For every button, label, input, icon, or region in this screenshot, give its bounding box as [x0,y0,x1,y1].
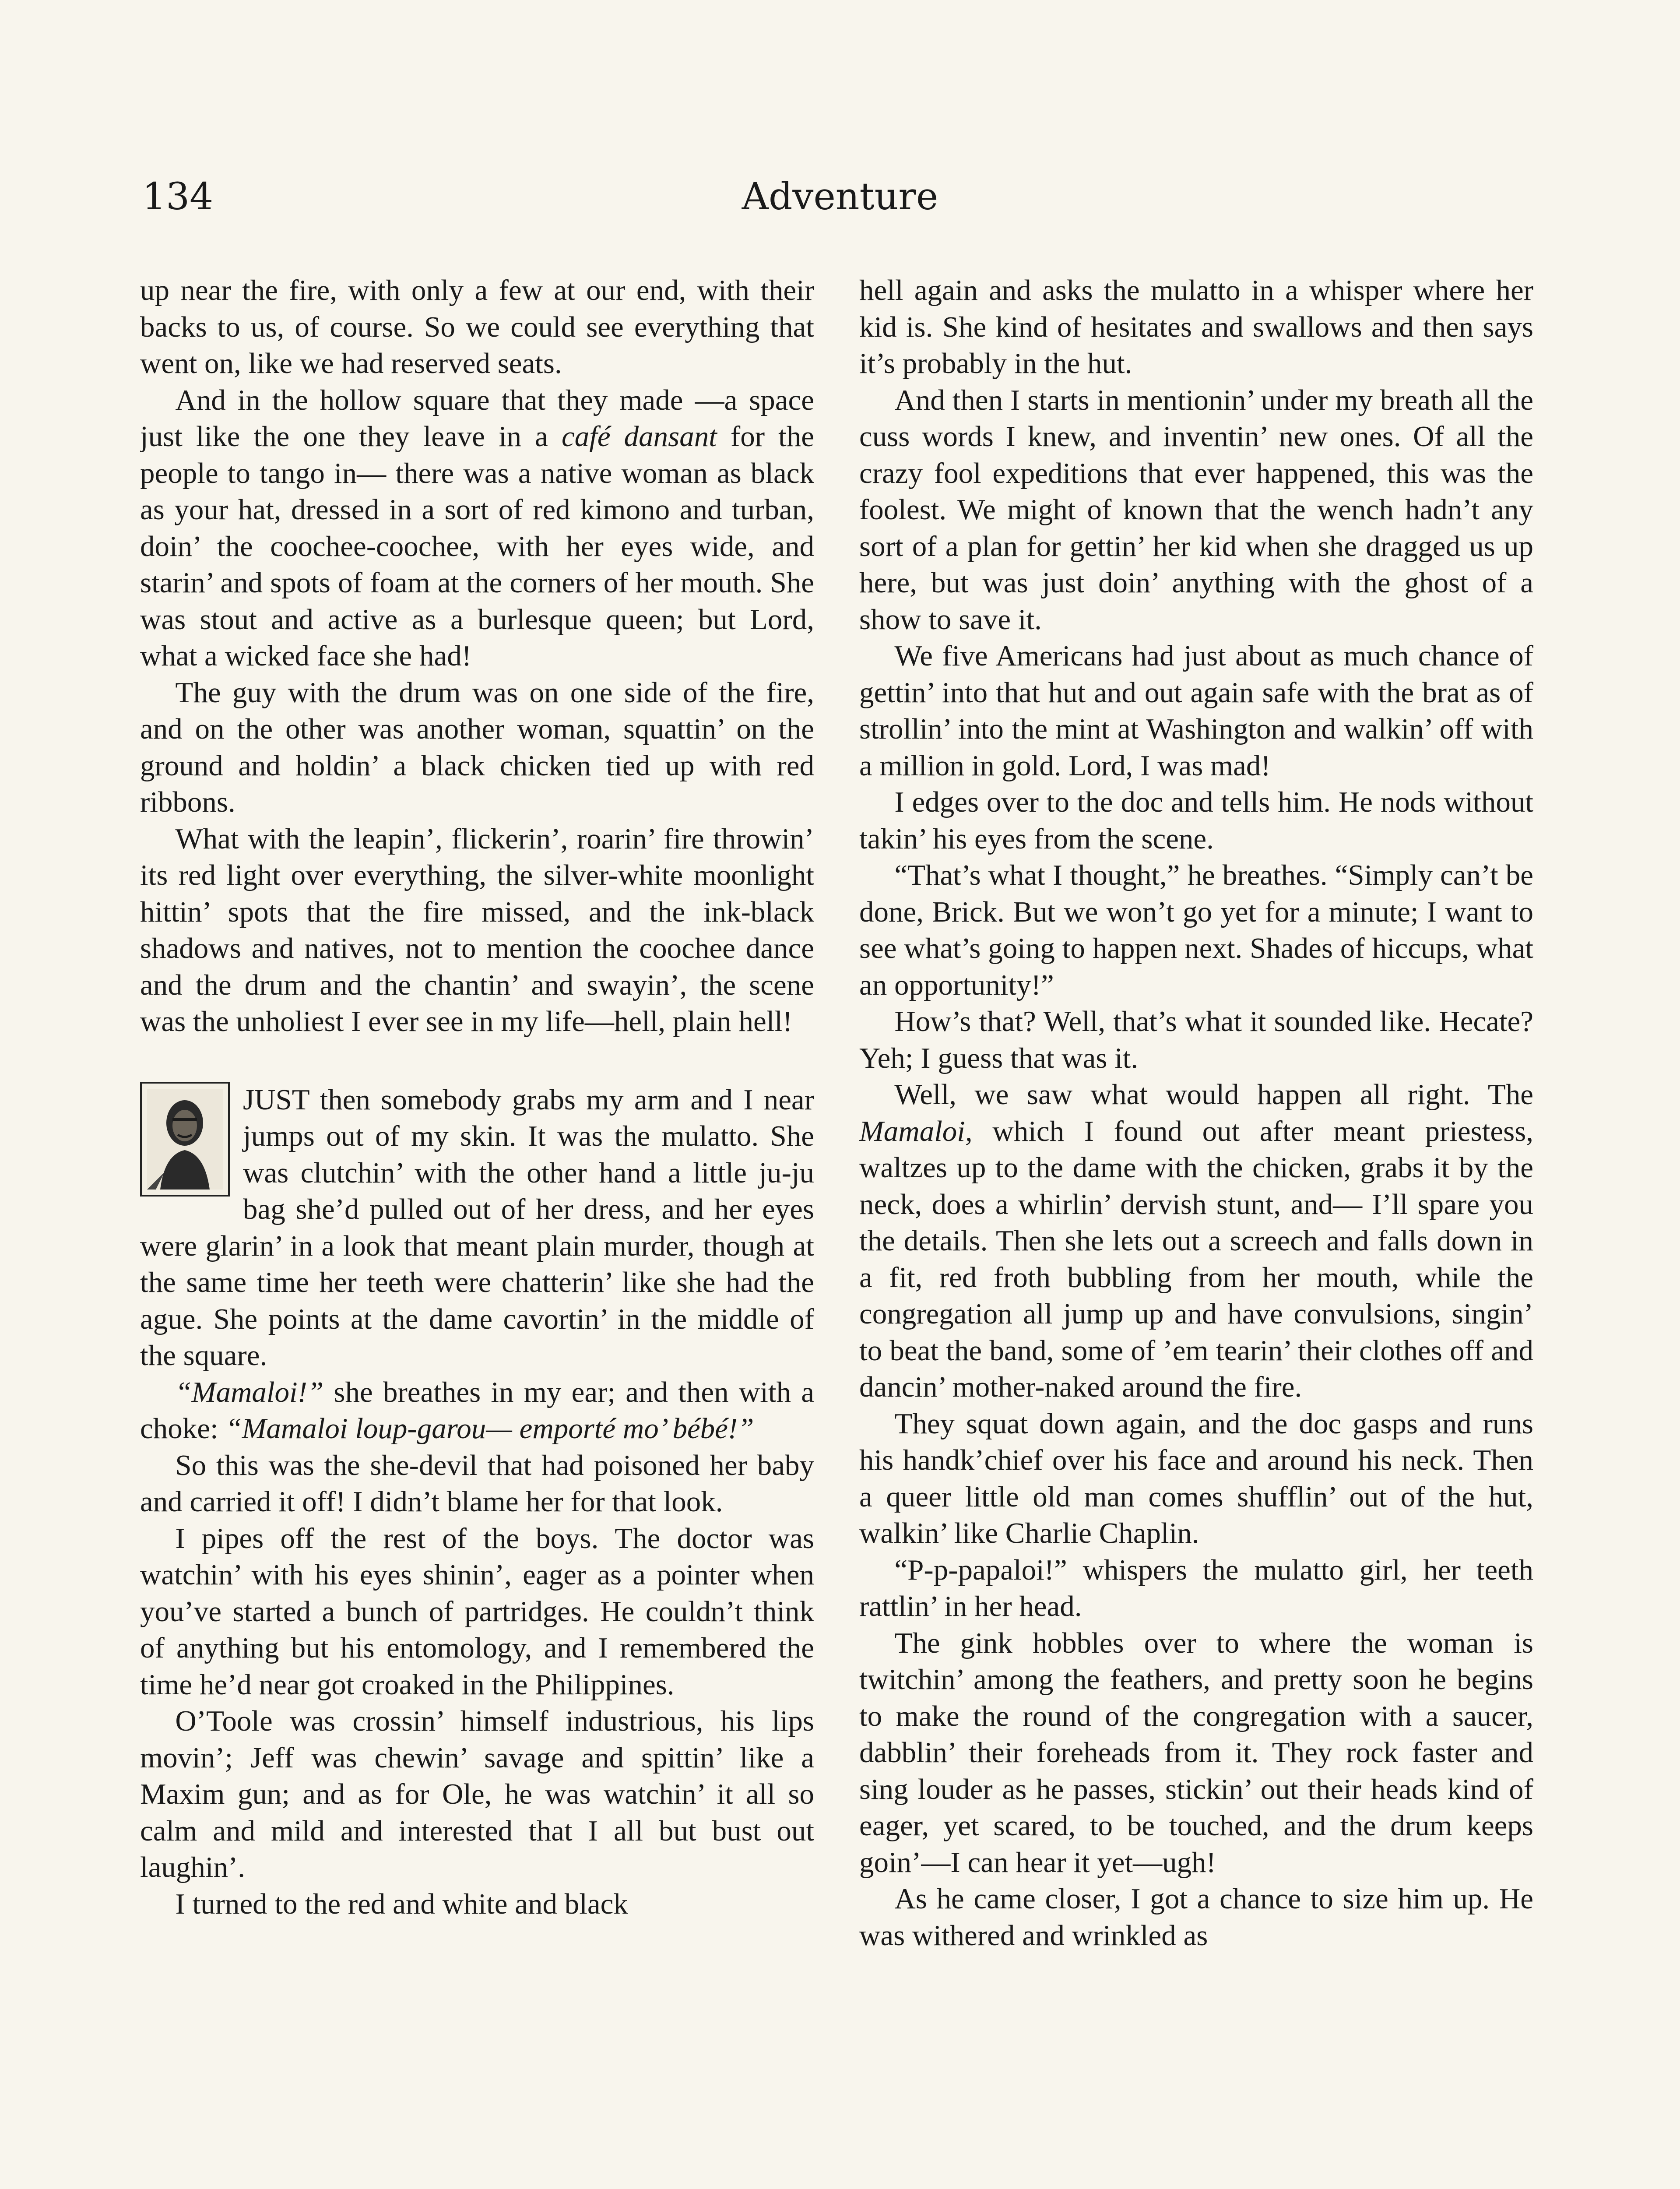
paragraph: As he came closer, I got a chance to size him up. He was withered and wrinkled as [859,1883,1533,1952]
running-title: Adventure [742,175,938,218]
paragraph: Well, we saw what would happen all right. The Mamaloi, which I found out after meant priestess, waltzes up to the dame with the chicken, grabs it by the neck, does a whirlin’ dervish stunt, and— I’ll spare you the details. Then she lets out a screech and falls down in a fit, red froth bubbling from her mouth, while the congregation all jump up and have convulsions, singin’ to beat the band, some of ’em tearin’ their clothes off and dancin’ mother-naked around the fire. [859,1078,1533,1403]
paragraph: I turned to the red and white and black [175,1887,628,1920]
paragraph: And in the hollow square that they made —a space just like the one they leave in a café dansant for the people to tango in— there was a native woman as black as your hat, dressed in a sort of red kimono and turban, doin’ the coochee-coochee, with her eyes wide, and starin’ and spots of foam at the corners of her mouth. She was stout and active as a burlesque queen; but Lord, what a wicked face she had! [140,384,814,672]
paragraph: How’s that? Well, that’s what it sounded like. Hecate? Yeh; I guess that was it. [859,1005,1533,1074]
paragraph: up near the fire, with only a few at our end, with their backs to us, of course. So we could see everything that went on, like we had reserved seats. [140,274,814,380]
paragraph: So this was the she-devil that had poisoned her baby and carried it off! I didn’t blame her for that look. [140,1449,814,1518]
paragraph: And then I starts in mentionin’ under my breath all the cuss words I knew, and inventin’ new ones. Of all the crazy fool expeditions that ever happened, this was the foolest. We might of known that the wench hadn’t any sort of a plan for gettin’ her kid when she dragged us up here, but was just doin’ anything with the ghost of a show to save it. [859,384,1533,636]
paragraph: O’Toole was crossin’ himself industrious, his lips movin’; Jeff was chewin’ savage and spittin’ like a Maxim gun; and as for Ole, he was watchin’ it all so calm and mild and interested that I all but bust out laughin’. [140,1705,814,1883]
right-column [859,272,1533,2189]
paragraph: The guy with the drum was on one side of the fire, and on the other was another woman, squattin’ on the ground and holdin’ a black chicken tied up with red ribbons. [140,676,814,818]
paragraph: We five Americans had just about as much chance of gettin’ into that hut and out again safe with the brat as of strollin’ into the mint at Washington and walkin’ off with a million in gold. Lord, I was mad! [859,640,1533,782]
paragraph: They squat down again, and the doc gasps and runs his handk’chief over his face and around his neck. Then a queer little old man comes shufflin’ out of the hut, walkin’ like Charlie Chaplin. [859,1407,1533,1549]
page-number: 134 [142,175,214,218]
paragraph: I edges over to the doc and tells him. He nods without takin’ his eyes from the scene. [859,786,1533,855]
section-opening-paragraph [140,1082,814,1374]
page-header [0,0,1680,218]
left-column [140,272,814,2189]
paragraph: hell again and asks the mulatto in a whisper where her kid is. She kind of hesitates and swallows and then says it’s probably in the hut. [859,274,1533,380]
paragraph: “P-p-papaloi!” whispers the mulatto girl, her teeth rattlin’ in her head. [859,1553,1533,1622]
paragraph: “Mamaloi!” she breathes in my ear; and then with a choke: “Mamaloi loup-garou— emporté mo’ bébé!” [140,1376,814,1445]
portrait-vignette-icon [140,1082,230,1197]
paragraph: What with the leapin’, flickerin’, roarin’ fire throwin’ its red light over everything, the silver-white moonlight hittin’ spots that the fire missed, and the ink-black shadows and natives, not to mention the coochee dance and the drum and the chantin’ and swayin’, the scene was the unholiest I ever see in my life—hell, plain hell! [140,822,814,1038]
section-text: JUST then somebody grabs my arm and I near jumps out of my skin. It was the mulatto. She was clutchin’ with the other hand a little ju-ju bag she’d pulled out of her dress, and her eyes were glarin’ in a look that meant plain murder, though at the same time her teeth were chatterin’ like she had the ague. She points at the dame cavortin’ in the middle of the square. [140,1083,814,1372]
italic-phrase: café dansant [562,420,717,453]
paragraph: I pipes off the rest of the boys. The doctor was watchin’ with his eyes shinin’, eager as a pointer when you’ve started a bunch of partridges. He couldn’t think of anything but his entomology, and I remembered the time he’d near got croaked in the Philippines. [140,1522,814,1701]
paragraph: “That’s what I thought,” he breathes. “Simply can’t be done, Brick. But we won’t go yet for a minute; I want to see what’s going to happen next. Shades of hiccups, what an opportunity!” [859,859,1533,1001]
paragraph: The gink hobbles over to where the woman is twitchin’ among the feathers, and pretty soon he begins to make the round of the congregation with a saucer, dabblin’ their foreheads from it. They rock faster and sing louder as he passes, stickin’ out their heads kind of eager, yet scared, to be touched, and the drum keeps goin’—I can hear it yet—ugh! [859,1626,1533,1879]
